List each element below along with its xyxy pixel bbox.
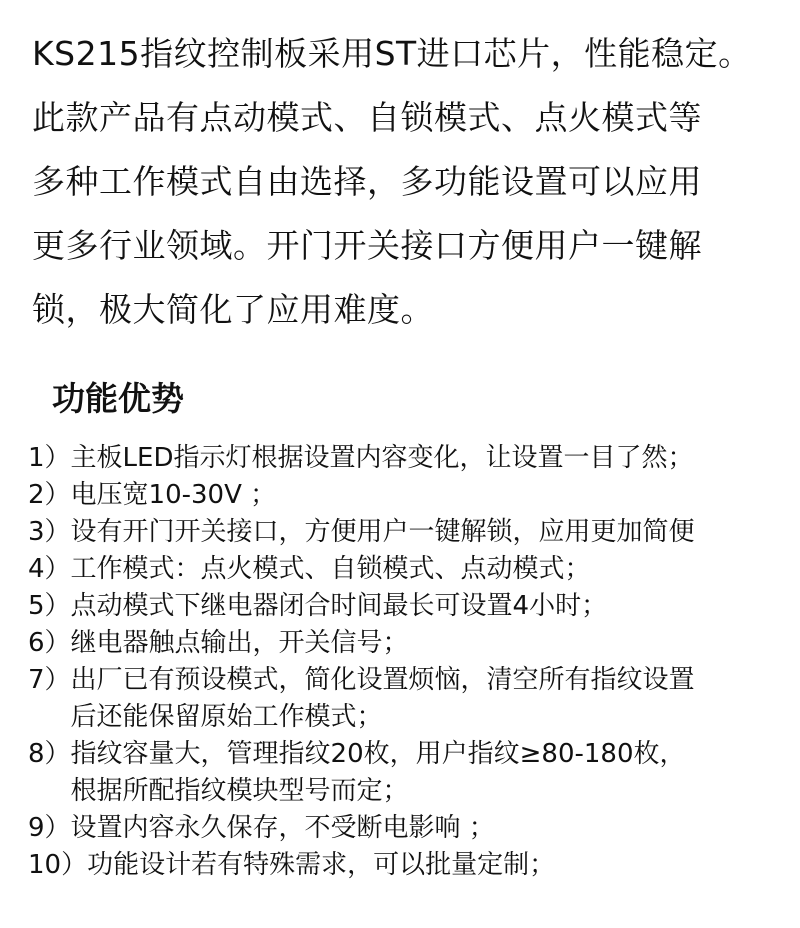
feature-item <box>28 514 788 551</box>
feature-item <box>28 736 788 810</box>
intro-line: 多种工作模式自由选择，多功能设置可以应用 <box>32 162 702 201</box>
feature-text: 功能设计若有特殊需求，可以批量定制； <box>87 850 556 880</box>
feature-item <box>28 477 788 514</box>
feature-text: 点动模式下继电器闭合时间最长可设置4小时； <box>70 591 608 621</box>
feature-text: 后还能保留原始工作模式； <box>70 702 383 732</box>
feature-number: 5） <box>28 591 71 621</box>
feature-text: 根据所配指纹模块型号而定； <box>70 776 409 806</box>
feature-number: 3） <box>28 517 71 547</box>
feature-item <box>28 625 788 662</box>
intro-line: 此款产品有点动模式、自锁模式、点火模式等 <box>32 98 702 137</box>
feature-number: 1） <box>28 443 71 473</box>
feature-item <box>28 847 788 884</box>
feature-number: 9） <box>28 813 71 843</box>
feature-text: 工作模式：点火模式、自锁模式、点动模式； <box>70 554 591 584</box>
feature-item <box>28 440 788 477</box>
feature-item <box>28 551 788 588</box>
feature-item <box>28 810 788 847</box>
feature-text: 设置内容永久保存，不受断电影响 ； <box>70 813 495 843</box>
feature-number: 8） <box>28 739 71 769</box>
section-title: 功能优势 <box>52 379 184 418</box>
intro-line: KS215指纹控制板采用ST进口芯片，性能稳定。 <box>32 34 752 73</box>
feature-item <box>28 662 788 736</box>
feature-text: 指纹容量大，管理指纹20枚，用户指纹≥80-180枚， <box>70 739 686 769</box>
feature-number: 4） <box>28 554 71 584</box>
feature-number: 6） <box>28 628 71 658</box>
feature-number: 2） <box>28 480 71 510</box>
feature-number: 10） <box>28 850 88 880</box>
feature-text: 主板LED指示灯根据设置内容变化，让设置一目了然； <box>70 443 694 473</box>
feature-text: 电压宽10-30V ； <box>70 480 277 510</box>
feature-text: 设有开门开关接口，方便用户一键解锁，应用更加简便 <box>70 517 695 547</box>
feature-list <box>28 440 788 884</box>
feature-text: 出厂已有预设模式，简化设置烦恼，清空所有指纹设置 <box>70 665 695 695</box>
feature-text: 继电器触点输出，开关信号； <box>70 628 409 658</box>
intro-line: 更多行业领域。开门开关接口方便用户一键解 <box>32 226 702 265</box>
intro-line: 锁，极大简化了应用难度。 <box>32 290 434 329</box>
intro-paragraph <box>32 22 782 342</box>
feature-item <box>28 588 788 625</box>
feature-number: 7） <box>28 665 71 695</box>
